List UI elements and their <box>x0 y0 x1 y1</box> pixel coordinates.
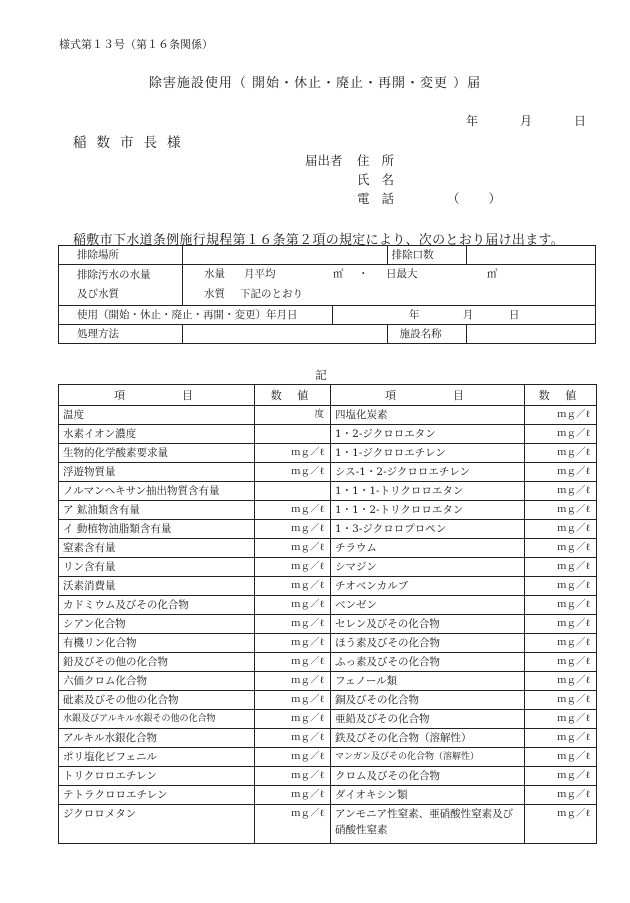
item-name-right: ほう素及びその化合物 <box>331 634 525 653</box>
table-row <box>59 558 597 577</box>
item-name-left: ア 鉱油類含有量 <box>59 501 255 520</box>
table-row <box>59 653 597 672</box>
submission-date <box>466 112 592 128</box>
item-value-right[interactable]: ｍｇ／ℓ <box>525 729 597 748</box>
item-name-left: 浮遊物質量 <box>59 463 255 482</box>
table-row <box>59 520 597 539</box>
usage-month-label: 月 <box>462 309 474 321</box>
item-value-left[interactable]: ｍｇ／ℓ <box>255 729 331 748</box>
table-row <box>59 710 597 729</box>
item-value-left[interactable]: ｍｇ／ℓ <box>255 577 331 596</box>
item-name-left: ノルマンヘキサン抽出物質含有量 <box>59 482 255 501</box>
item-value-left[interactable]: ｍｇ／ℓ <box>255 691 331 710</box>
table-row <box>59 672 597 691</box>
table-row <box>59 325 596 344</box>
discharge-location-field[interactable] <box>182 246 387 265</box>
item-name-left: 窒素含有量 <box>59 539 255 558</box>
table-row <box>59 596 597 615</box>
intro-text: 稲敷市下水道条例施行規程第１６条第２項の規定により、次のとおり届け出ます。 <box>73 233 565 248</box>
item-value-left[interactable]: ｍｇ／ℓ <box>255 558 331 577</box>
ki-label: 記 <box>315 368 327 382</box>
item-value-left[interactable]: ｍｇ／ℓ <box>255 653 331 672</box>
date-day-label: 日 <box>574 114 587 128</box>
table-row <box>59 577 597 596</box>
item-value-right[interactable]: ｍｇ／ℓ <box>525 653 597 672</box>
table-row <box>59 786 597 805</box>
item-name-left: 生物的化学酸素要求量 <box>59 444 255 463</box>
table-row <box>59 767 597 786</box>
table-header-row <box>59 385 597 406</box>
item-name-right: 亜鉛及びその化合物 <box>331 710 525 729</box>
item-value-left[interactable]: ｍｇ／ℓ <box>255 767 331 786</box>
item-value-right[interactable]: ｍｇ／ℓ <box>525 406 597 425</box>
table-row <box>59 444 597 463</box>
item-name-left: 鉛及びその他の化合物 <box>59 653 255 672</box>
item-name-right: クロム及びその化合物 <box>331 767 525 786</box>
item-value-right[interactable]: ｍｇ／ℓ <box>525 672 597 691</box>
table-row <box>59 463 597 482</box>
item-value-left[interactable] <box>255 482 331 501</box>
item-value-right[interactable]: ｍｇ／ℓ <box>525 425 597 444</box>
item-value-left[interactable]: ｍｇ／ℓ <box>255 672 331 691</box>
volume-label-line2: 及び水質 <box>77 288 119 300</box>
addressee: 稲数市長様 <box>73 135 191 151</box>
item-name-left: 温度 <box>59 406 255 425</box>
item-name-right: 1・3-ジクロロプロペン <box>331 520 525 539</box>
facility-name-label: 施設名称 <box>387 325 466 344</box>
item-name-left: イ 動植物油脂類含有量 <box>59 520 255 539</box>
item-name-right: セレン及びその化合物 <box>331 615 525 634</box>
applicant-phone-parens: （ ） <box>447 191 501 206</box>
item-value-left[interactable]: ｍｇ／ℓ <box>255 596 331 615</box>
treatment-method-label: 処理方法 <box>59 325 183 344</box>
item-name-left: 水素イオン濃度 <box>59 425 255 444</box>
item-name-right: 鉄及びその化合物（溶解性） <box>331 729 525 748</box>
item-value-left[interactable]: ｍｇ／ℓ <box>255 710 331 729</box>
table-row <box>59 729 597 748</box>
item-value-left[interactable] <box>255 425 331 444</box>
item-name-left: リン含有量 <box>59 558 255 577</box>
item-value-right[interactable]: ｍｇ／ℓ <box>525 767 597 786</box>
volume-quality-label <box>59 265 183 306</box>
applicant-name-label: 氏 名 <box>357 172 398 187</box>
usage-date-label: 使用（開始・休止・廃止・再開・変更）年月日 <box>59 306 333 325</box>
table-row <box>59 482 597 501</box>
table-row <box>59 406 597 425</box>
form-number: 様式第１３号（第１６条関係） <box>59 38 213 51</box>
applicant-address-label: 住 所 <box>357 153 398 168</box>
facility-name-field[interactable] <box>466 325 596 344</box>
header-value-left: 数 値 <box>255 385 331 406</box>
item-value-right[interactable]: ｍｇ／ℓ <box>525 615 597 634</box>
volume-text: 水量 <box>203 268 225 280</box>
item-name-right: シマジン <box>331 558 525 577</box>
item-value-right[interactable]: ｍｇ／ℓ <box>525 463 597 482</box>
item-value-left[interactable]: ｍｇ／ℓ <box>255 463 331 482</box>
item-name-right: シス-1・2-ジクロロエチレン <box>331 463 525 482</box>
item-name-left: トリクロロエチレン <box>59 767 255 786</box>
item-value-right[interactable]: ｍｇ／ℓ <box>525 634 597 653</box>
item-name-left: ポリ塩化ビフェニル <box>59 748 255 767</box>
item-value-right[interactable]: ｍｇ／ℓ <box>525 501 597 520</box>
item-value-left[interactable]: ｍｇ／ℓ <box>255 615 331 634</box>
table-row <box>59 539 597 558</box>
table-row <box>59 425 597 444</box>
item-name-right: 銅及びその化合物 <box>331 691 525 710</box>
daily-max-label: 日最大 <box>385 268 418 280</box>
item-value-right[interactable]: ｍｇ／ℓ <box>525 710 597 729</box>
item-name-right: ふっ素及びその化合物 <box>331 653 525 672</box>
discharge-location-label: 排除場所 <box>59 246 183 265</box>
item-value-right[interactable]: ｍｇ／ℓ <box>525 539 597 558</box>
item-name-left: ジクロロメタン <box>59 805 255 844</box>
discharge-outlets-field[interactable] <box>466 246 596 265</box>
applicant-phone-label: 電 話 <box>357 191 398 206</box>
item-name-left: 砒素及びその他の化合物 <box>59 691 255 710</box>
usage-year-label: 年 <box>408 309 420 321</box>
upper-table <box>58 245 596 344</box>
applicant-label: 届出者 <box>305 153 343 168</box>
quality-value: 下記のとおり <box>239 288 303 300</box>
date-month-label: 月 <box>520 114 533 128</box>
usage-day-label: 日 <box>508 309 520 321</box>
header-item-right: 項 目 <box>331 385 525 406</box>
form-title: 除害施設使用（ 開始・休止・廃止・再開・変更 ）届 <box>148 76 482 91</box>
item-name-right: 1・2-ジクロロエタン <box>331 425 525 444</box>
table-row <box>59 615 597 634</box>
table-row <box>59 748 597 767</box>
table-row <box>59 501 597 520</box>
table-row <box>59 691 597 710</box>
item-name-right: ベンゼン <box>331 596 525 615</box>
item-value-right[interactable]: ｍｇ／ℓ <box>525 520 597 539</box>
item-name-right: 四塩化炭素 <box>331 406 525 425</box>
item-name-left: 沃素消費量 <box>59 577 255 596</box>
item-name-left: カドミウム及びその化合物 <box>59 596 255 615</box>
date-year-label: 年 <box>466 114 479 128</box>
item-value-right[interactable]: ｍｇ／ℓ <box>525 577 597 596</box>
item-value-right[interactable]: ｍｇ／ℓ <box>525 558 597 577</box>
item-value-right[interactable]: ｍｇ／ℓ <box>525 691 597 710</box>
item-name-right: チオベンカルブ <box>331 577 525 596</box>
volume-quality-field[interactable] <box>182 265 595 306</box>
item-value-right[interactable]: ｍｇ／ℓ <box>525 482 597 501</box>
item-value-right[interactable]: ｍｇ／ℓ <box>525 596 597 615</box>
table-row <box>59 246 596 265</box>
item-value-left[interactable]: ｍｇ／ℓ <box>255 786 331 805</box>
water-quality-items-table <box>58 384 597 844</box>
volume-label-line1: 排除汚水の水量 <box>77 269 151 282</box>
quality-text: 水質 <box>203 288 225 300</box>
item-name-left: シアン化合物 <box>59 615 255 634</box>
item-name-right: フェノール類 <box>331 672 525 691</box>
item-value-right[interactable]: ｍｇ／ℓ <box>525 805 597 844</box>
discharge-outlets-label: 排除口数 <box>387 246 466 265</box>
item-value-left[interactable]: ｍｇ／ℓ <box>255 444 331 463</box>
item-value-left[interactable]: 度 <box>255 406 331 425</box>
treatment-method-field[interactable] <box>182 325 387 344</box>
header-item-left: 項 目 <box>59 385 255 406</box>
item-value-left[interactable]: ｍｇ／ℓ <box>255 539 331 558</box>
item-name-left: アルキル水銀化合物 <box>59 729 255 748</box>
usage-date-field[interactable] <box>332 306 595 325</box>
item-value-right[interactable]: ｍｇ／ℓ <box>525 748 597 767</box>
item-name-right: アンモニア性窒素、亜硝酸性窒素及び硝酸性窒素 <box>331 805 525 844</box>
header-value-right: 数 値 <box>525 385 597 406</box>
table-row <box>59 306 596 325</box>
daily-unit: ㎥ <box>486 268 498 280</box>
item-name-left: 有機リン化合物 <box>59 634 255 653</box>
item-name-left: 六価クロム化合物 <box>59 672 255 691</box>
item-name-left: 水銀及びアルキル水銀その他の化合物 <box>59 710 255 729</box>
item-value-left[interactable]: ｍｇ／ℓ <box>255 805 331 844</box>
table-row <box>59 265 596 306</box>
monthly-average-label: 月平均 <box>243 268 276 280</box>
monthly-unit: ㎥ <box>332 268 344 280</box>
separator-dot: ・ <box>357 268 369 280</box>
item-value-right[interactable]: ｍｇ／ℓ <box>525 786 597 805</box>
item-value-left[interactable]: ｍｇ／ℓ <box>255 748 331 767</box>
item-value-left[interactable]: ｍｇ／ℓ <box>255 634 331 653</box>
item-name-right: マンガン及びその化合物（溶解性） <box>331 748 525 767</box>
item-value-left[interactable]: ｍｇ／ℓ <box>255 520 331 539</box>
table-row <box>59 805 597 844</box>
item-value-left[interactable]: ｍｇ／ℓ <box>255 501 331 520</box>
item-name-right: チラウム <box>331 539 525 558</box>
item-name-right: ダイオキシン類 <box>331 786 525 805</box>
table-row <box>59 634 597 653</box>
item-name-left: テトラクロロエチレン <box>59 786 255 805</box>
item-name-right: 1・1-ジクロロエチレン <box>331 444 525 463</box>
item-name-right: 1・1・2-トリクロロエタン <box>331 501 525 520</box>
item-value-right[interactable]: ｍｇ／ℓ <box>525 444 597 463</box>
item-name-right: 1・1・1-トリクロロエタン <box>331 482 525 501</box>
